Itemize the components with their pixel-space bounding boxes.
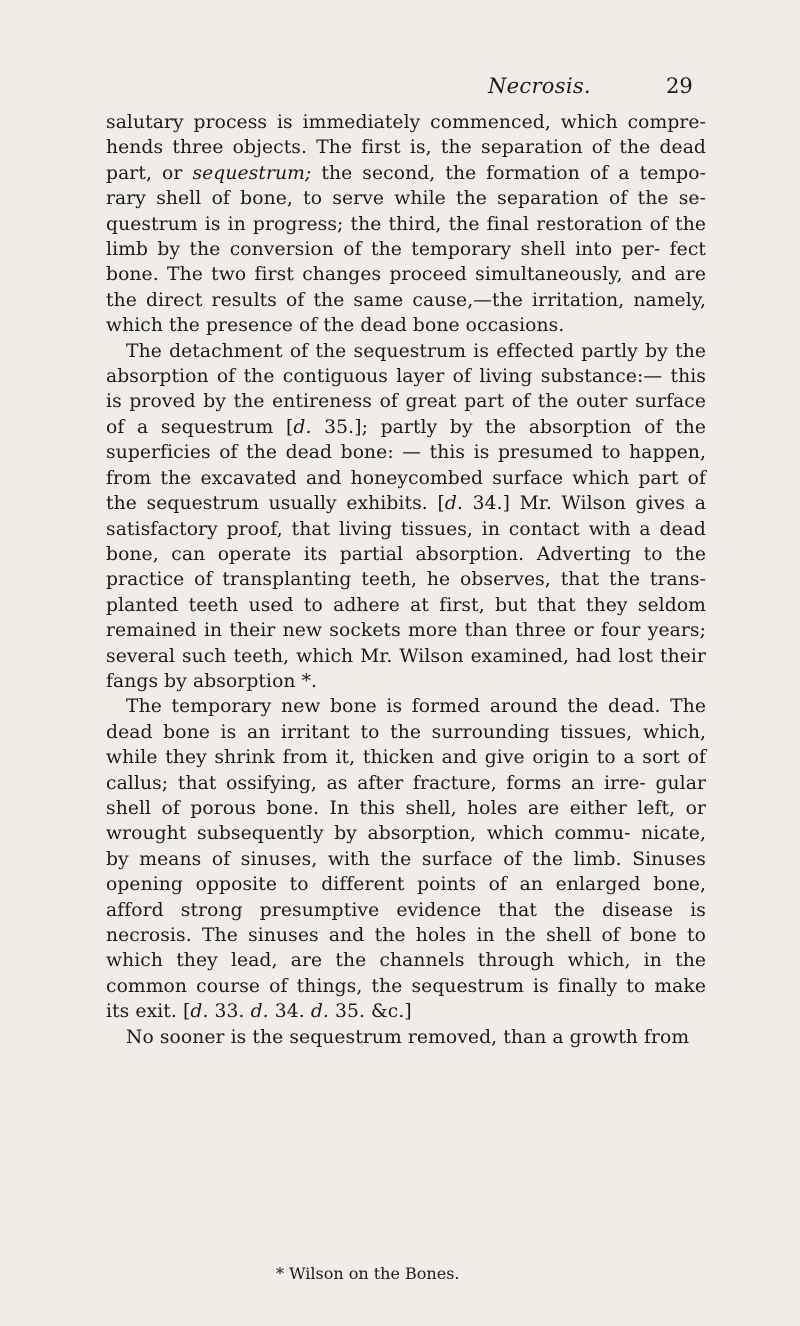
footnote: * Wilson on the Bones. xyxy=(276,1264,460,1283)
page-header xyxy=(0,72,800,102)
text-run: 34. xyxy=(268,1001,311,1023)
page-number: 29 xyxy=(666,74,693,98)
italic-text: d. xyxy=(293,416,312,438)
paragraph xyxy=(106,339,706,695)
text-run: 35. &c.] xyxy=(328,1001,412,1023)
text-run: 34.] Mr. Wilson gives a satisfactory proof, that living tissues, in contact with a dead bone, can operate its partial absorption. Adverting to the practice of transplanting teeth, he observes, that the trans- planted teeth used to adhere at first, but that they seldom remained in their new sockets more than three or four years; several such teeth, which Mr. Wilson examined, had lost their fangs by absorption *. xyxy=(106,493,706,692)
body-text xyxy=(106,110,706,1050)
italic-text: d. xyxy=(190,1001,209,1023)
text-run: 33. xyxy=(208,1001,251,1023)
italic-text: d. xyxy=(444,493,463,515)
running-title: Necrosis. xyxy=(488,74,591,98)
text-run: No sooner is the sequestrum removed, than a growth from xyxy=(126,1026,690,1048)
italic-text: d. xyxy=(310,1001,329,1023)
text-run: The temporary new bone is formed around the dead. The dead bone is an irritant to the surrounding tissues, which, while they shrink from it, thicken and give origin to a sort of callus; that ossifying, as after fracture, forms an irre- gular shell of porous bone. In this shell, holes are either left, or wrought subsequently by absorption, which commu- nicate, by means of sinuses, with the surface of the limb. Sinuses opening opposite to different points of an enlarged bone, afford strong presumptive evidence that the disease is necrosis. The sinuses and the holes in the shell of bone to which they lead, are the channels through which, in the common course of things, the sequestrum is finally to make its exit. [ xyxy=(106,696,706,1023)
text-run: 35.]; partly by the absorption of the superficies of the dead bone: — this is presumed to happen, from the excavated and honeycombed surface which part of the sequestrum usually exhibits. [ xyxy=(106,416,706,515)
paragraph xyxy=(106,694,706,1024)
text-run: The detachment of the sequestrum is effected partly by the absorption of the contiguous layer of living substance:— this is proved by the entireness of great part of the outer surface of a sequestrum [ xyxy=(106,340,706,438)
paragraph xyxy=(106,110,706,339)
text-run: salutary process is immediately commenced, which compre- hends three objects. The first is, the separation of the dead part, or xyxy=(106,112,706,184)
text-run: the second, the formation of a tempo- rary shell of bone, to serve while the separation of the se- questrum is in progress; the third, the final restoration of the limb by the conversion of the temporary shell into per- fect bone. The two first changes proceed simultaneously, and are the direct results of the same cause,—the irritation, namely, which the presence of the dead bone occasions. xyxy=(106,162,707,337)
italic-text: d. xyxy=(250,1001,269,1023)
paragraph xyxy=(106,1025,706,1050)
italic-text: sequestrum; xyxy=(192,162,312,184)
